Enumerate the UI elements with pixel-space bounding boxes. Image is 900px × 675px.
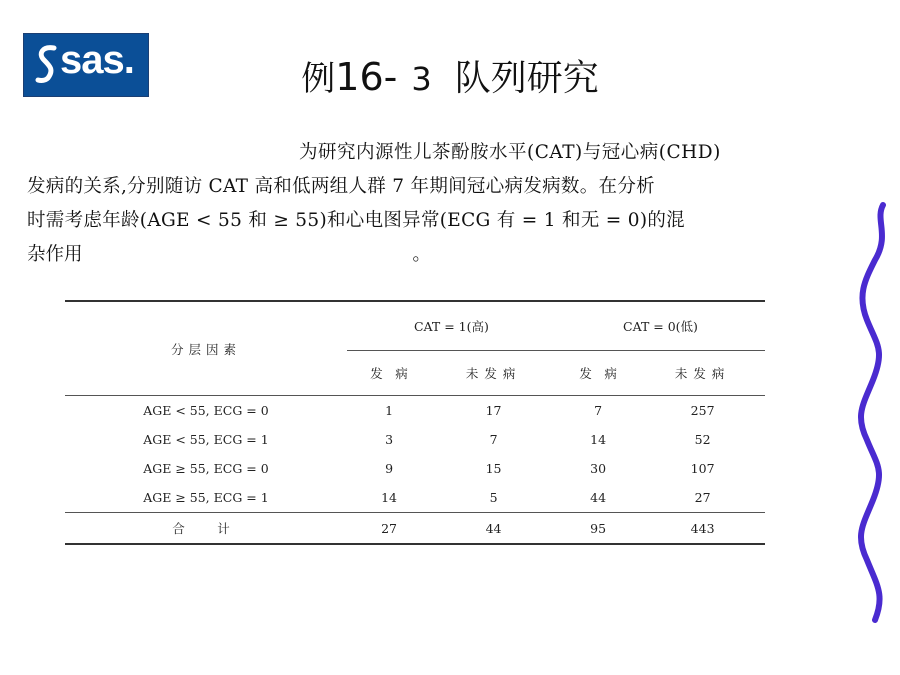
table-cell: 14 (381, 490, 398, 505)
subheader-cell: 未发病 (431, 351, 556, 396)
title-number-2: 3 (411, 60, 435, 98)
table-row (65, 396, 765, 426)
subheader-cell: 未发病 (640, 351, 765, 396)
table-row (65, 425, 765, 454)
paragraph-line-1: 为研究内源性儿茶酚胺水平(CAT)与冠心病(CHD) (299, 142, 721, 163)
table-cell: 443 (640, 513, 765, 545)
row-label: AGE < 55, ECG = 1 (143, 432, 269, 447)
table-cell: 9 (385, 461, 394, 476)
row-label: AGE < 55, ECG = 0 (143, 403, 269, 418)
paragraph-line-4-wrap (27, 238, 857, 272)
paragraph-line-3: 时需考虑年龄(AGE < 55 和 ≥ 55)和心电图异常(ECG 有 = 1 和无 = 0)的混 (27, 210, 685, 231)
subheader-cell: 发 病 (347, 351, 431, 396)
table-cell: 3 (385, 432, 394, 447)
title-number: 16- (335, 55, 398, 99)
table-cell: 52 (694, 432, 711, 447)
page-title (0, 50, 900, 101)
table-cell: 95 (556, 513, 640, 545)
subheader-cell: 发 病 (556, 351, 640, 396)
title-prefix: 例 (301, 59, 336, 99)
table-cell: 14 (590, 432, 607, 447)
description-paragraph (27, 136, 857, 272)
table-row (65, 483, 765, 513)
paragraph-line-2: 发病的关系,分别随访 CAT 高和低两组人群 7 年期间冠心病发病数。在分析 (27, 176, 655, 197)
table-cell: 257 (690, 403, 715, 418)
total-label: 合 计 (65, 513, 347, 545)
table-cell: 17 (485, 403, 502, 418)
table-row (65, 454, 765, 483)
table-cell: 15 (485, 461, 502, 476)
table-cell: 5 (489, 490, 498, 505)
table-cell: 107 (690, 461, 715, 476)
table-cell: 44 (431, 513, 556, 545)
table-cell: 30 (590, 461, 607, 476)
table-cell: 27 (694, 490, 711, 505)
group-header-cat-high: CAT = 1(高) (347, 301, 556, 351)
row-label: AGE ≥ 55, ECG = 0 (143, 461, 269, 476)
row-label: AGE ≥ 55, ECG = 1 (143, 490, 269, 505)
paragraph-period: 。 (412, 244, 431, 265)
paragraph-line-4: 杂作用 (27, 244, 83, 265)
table-cell: 27 (347, 513, 431, 545)
table-cell: 1 (385, 403, 394, 418)
table-cell: 7 (489, 432, 498, 447)
decorative-wave (845, 200, 890, 630)
table-cell: 44 (590, 490, 607, 505)
data-table (65, 300, 765, 545)
group-header-cat-low: CAT = 0(低) (556, 301, 765, 351)
row-header: 分层因素 (65, 301, 347, 396)
title-topic: 队列研究 (454, 58, 599, 99)
table-cell: 7 (594, 403, 603, 418)
logo-text: sas. (60, 38, 134, 82)
total-row (65, 513, 765, 545)
